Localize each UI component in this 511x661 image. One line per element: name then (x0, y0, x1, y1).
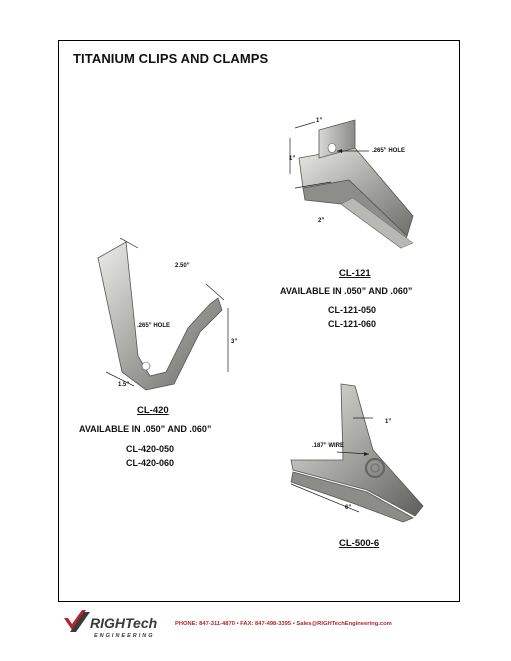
cl-420-top-label: 2.50” (175, 263, 190, 269)
cl-121-width-label: 1” (316, 118, 323, 124)
cl-500-6-jaw-label: 1” (385, 419, 392, 425)
cl-121-photo (275, 108, 435, 268)
cl-121-part-number: CL-121-060 (328, 319, 377, 329)
cl-500-6-photo (283, 380, 438, 530)
cl-500-6-length-label: 6” (345, 505, 352, 511)
cl-121-hole-label: .265” HOLE (372, 148, 406, 154)
cl-420-base-label: 1.5” (118, 382, 130, 388)
contact-line: PHONE: 847-311-4870 • FAX: 847-498-3395 • Sales@RIGHTechEngineering.com (175, 621, 392, 627)
cl-121-part-number: CL-121-050 (328, 305, 377, 315)
page-title: TITANIUM CLIPS AND CLAMPS (73, 51, 269, 66)
cl-500-6-wire-label: .187” WIRE (312, 443, 345, 449)
svg-text:ENGINEERING: ENGINEERING (94, 633, 155, 639)
cl-420-clip-image (88, 238, 248, 398)
cl-121-availability: AVAILABLE IN .050” AND .060” (280, 286, 413, 296)
cl-121-clip-image (275, 108, 435, 268)
cl-121-length-label: 2” (318, 218, 325, 224)
cl-420-hole-label: .265” HOLE (137, 323, 171, 329)
cl-500-6-clamp-image (283, 380, 438, 530)
cl-121-height-label: 1” (289, 156, 296, 162)
cl-420-height-label: 3” (231, 339, 238, 345)
righttech-logo (60, 606, 170, 642)
cl-121-name: CL-121 (339, 268, 371, 279)
cl-420-part-number: CL-420-060 (126, 458, 175, 468)
cl-420-name: CL-420 (137, 405, 169, 416)
cl-500-6-name: CL-500-6 (339, 538, 380, 549)
cl-420-availability: AVAILABLE IN .050” AND .060” (79, 424, 212, 434)
cl-420-photo (88, 238, 248, 398)
cl-420-part-number: CL-420-050 (126, 444, 175, 454)
svg-text:RIGHTech: RIGHTech (90, 615, 158, 631)
